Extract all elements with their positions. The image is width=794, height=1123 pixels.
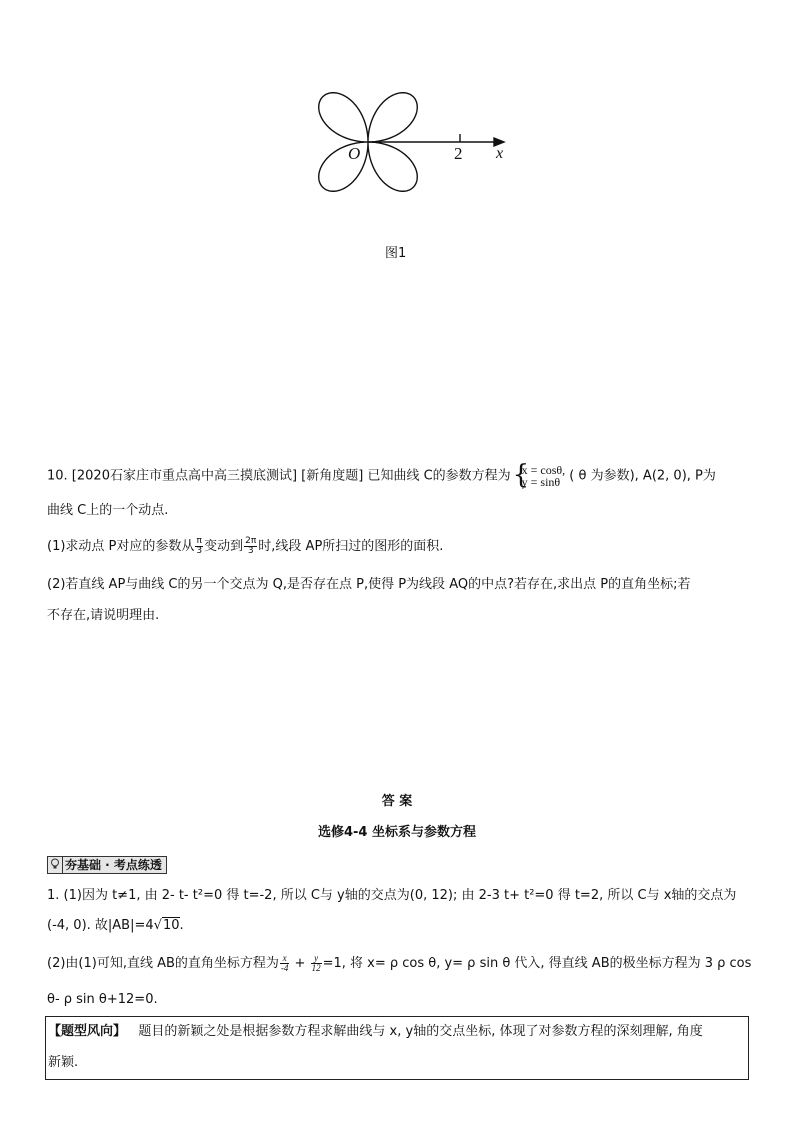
fraction-2pi-3 bbox=[244, 537, 257, 556]
f4-den: 12 bbox=[311, 963, 321, 973]
fraction-y-over-12 bbox=[311, 954, 322, 973]
frac1-num: π bbox=[196, 536, 202, 546]
note-line2: 新颖. bbox=[48, 1055, 79, 1070]
four-leaf-rose-figure bbox=[280, 58, 520, 223]
axis-label-x: x bbox=[496, 145, 504, 162]
q10-intro-post: ( θ 为参数), A(2, 0), P为 bbox=[565, 468, 716, 484]
origin-label: O bbox=[348, 144, 361, 163]
answer1-line1: 1. (1)因为 t≠1, 由 2- t- t²=0 得 t=-2, 所以 C与 y轴的交点为(0, 12); 由 2-3 t+ t²=0 得 t=2, 所以 C与 x轴的交点为 bbox=[47, 888, 737, 903]
sqrt-radicand: 10 bbox=[162, 918, 180, 933]
param-eq-y: y = sinθ bbox=[521, 475, 561, 489]
q10-intro: 10. [2020石家庄市重点高中高三摸底测试] [新角度题] 已知曲线 C的参数方程为 bbox=[47, 468, 511, 484]
q10-part2-line2: 不存在,请说明理由. bbox=[47, 608, 160, 623]
f4-num: y bbox=[311, 954, 322, 964]
f3-num: x bbox=[280, 954, 290, 964]
q10-part1 bbox=[47, 537, 443, 557]
answer-heading: 答 案 bbox=[381, 794, 413, 809]
answer2-pre: (2)由(1)可知,直线 AB的直角坐标方程为 bbox=[47, 956, 279, 971]
tick-label-2: 2 bbox=[454, 144, 463, 163]
param-equation-system: { x = cosθ, y = sinθ bbox=[512, 460, 566, 490]
f3-den: -4 bbox=[280, 963, 289, 973]
q10-part1-post: 时,线段 AP所扫过的图形的面积. bbox=[258, 539, 444, 554]
frac2-num: 2π bbox=[245, 536, 257, 546]
param-eq-x: x = cosθ, bbox=[521, 463, 566, 477]
section-tag-label: 夯基础 · 考点练透 bbox=[62, 856, 167, 874]
fraction-x-over-neg4 bbox=[280, 954, 290, 973]
answer1-line2 bbox=[47, 916, 184, 936]
answer2-line2: θ- ρ sin θ+12=0. bbox=[47, 992, 158, 1007]
note-box bbox=[45, 1016, 749, 1080]
q10-part2-line1: (2)若直线 AP与曲线 C的另一个交点为 Q,是否存在点 P,使得 P为线段 AQ的中点?若存在,求出点 P的直角坐标;若 bbox=[47, 577, 691, 592]
answer1-line2-pre: (-4, 0). 故|AB|=4 bbox=[47, 918, 154, 933]
frac2-den: 3 bbox=[247, 546, 254, 556]
note-text-1: 题目的新颖之处是根据参数方程求解曲线与 x, y轴的交点坐标, 体现了对参数方程的深刻理解, 角度 bbox=[138, 1024, 703, 1039]
answer-subheading: 选修4-4 坐标系与参数方程 bbox=[317, 825, 476, 840]
figure-caption: 图1 bbox=[385, 246, 407, 261]
section-tag bbox=[47, 856, 167, 874]
note-title: 【题型风向】 bbox=[48, 1024, 127, 1039]
answer2-line1: (2)由(1)可知,直线 AB的直角坐标方程为 $\frac{x}{-4}$ + $\frac{y}{12}$ =1, 将 x= ρ cos θ, y= ρ sin θ 代入, 得直线 AB的极坐标方程为 3 ρ cos bbox=[47, 953, 752, 973]
q10-line2: 曲线 C上的一个动点. bbox=[47, 503, 169, 518]
q10-part1-mid: 变动到 bbox=[204, 539, 244, 554]
answer1-line2-post: . bbox=[179, 918, 184, 933]
answer2-post: =1, 将 x= ρ cos θ, y= ρ sin θ 代入, 得直线 AB的极坐标方程为 3 ρ cos bbox=[322, 956, 752, 971]
frac1-den: 3 bbox=[196, 546, 203, 556]
q10-part1-pre: (1)求动点 P对应的参数从 bbox=[47, 539, 195, 554]
fraction-pi-3 bbox=[195, 537, 203, 556]
q10-line1 bbox=[47, 460, 716, 490]
sqrt-sign: √ bbox=[153, 918, 162, 933]
note-line1 bbox=[48, 1022, 703, 1042]
lightbulb-icon bbox=[47, 856, 62, 874]
